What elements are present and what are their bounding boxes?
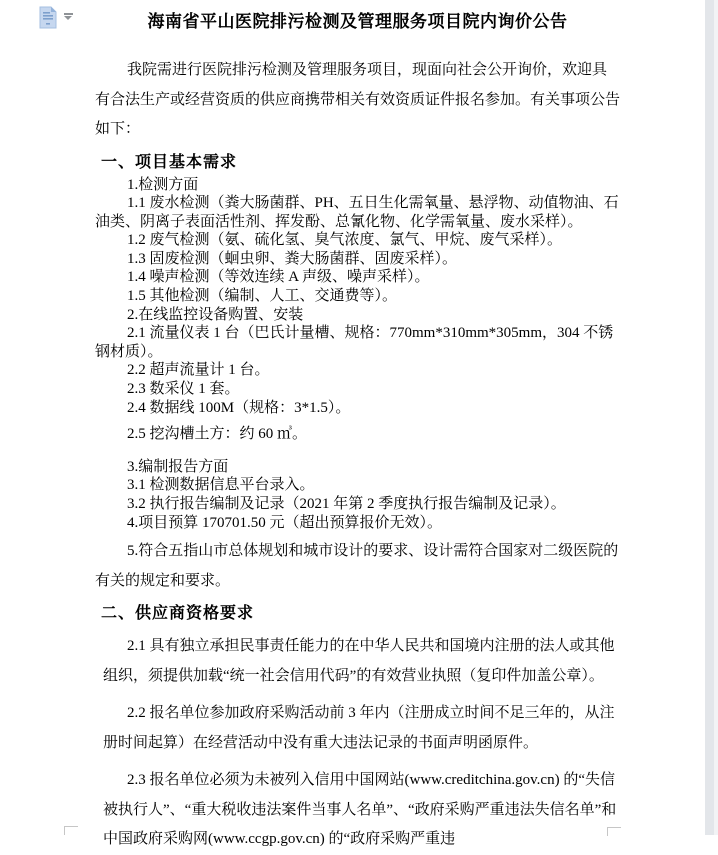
page-title: 海南省平山医院排污检测及管理服务项目院内询价公告 <box>147 12 568 31</box>
list-item: 1.4 噪声检测（等效连续 A 声级、噪声采样）。 <box>127 269 430 286</box>
list-item: 2.3 数采仪 1 套。 <box>127 381 240 398</box>
list-item: 1.3 固废检测（蛔虫卵、粪大肠菌群、固废采样）。 <box>127 250 458 267</box>
list-item: 1.5 其他检测（编制、人工、交通费等）。 <box>127 288 398 305</box>
section-2-paragraph: 2.1 具有独立承担民事责任能力的在中华人民共和国境内注册的法人或其他组织，须提供加载“统一社会信用代码”的有效营业执照（复印件加盖公章）。 <box>103 638 615 684</box>
list-item: 3.2 执行报告编制及记录（2021 年第 2 季度执行报告编制及记录）。 <box>127 496 566 512</box>
list-item: 2.在线监控设备购置、安装 <box>127 306 304 323</box>
section-1-item-5: 5.符合五指山市总体规划和城市设计的要求、设计需符合国家对二级医院的有关的规定和要求。 <box>95 543 619 589</box>
list-item: 1.检测方面 <box>127 176 199 193</box>
list-item: 2.1 流量仪表 1 台（巴氏计量槽、规格：770mm*310mm*305mm，304 不锈钢材质）。 <box>95 325 614 360</box>
paste-options-button[interactable] <box>38 6 80 32</box>
section-1-heading: 一、项目基本需求 <box>101 153 238 171</box>
list-item: 4.项目预算 170701.50 元（超出预算报价无效）。 <box>127 514 443 531</box>
section-2-heading: 二、供应商资格要求 <box>101 605 255 623</box>
list-item: 2.2 超声流量计 1 台。 <box>127 362 270 379</box>
list-item: 1.2 废气检测（氨、硫化氢、臭气浓度、氯气、甲烷、废气采样）。 <box>127 232 563 249</box>
intro-paragraph: 我院需进行医院排污检测及管理服务项目，现面向社会公开询价，欢迎具有合法生产或经营资质的供应商携带相关有效资质证件报名参加。有关事项公告如下： <box>95 62 621 137</box>
list-item: 3.1 检测数据信息平台录入。 <box>127 477 315 494</box>
text-boundary-mark-left <box>64 826 78 835</box>
page-edge-outer <box>714 0 718 835</box>
chevron-down-icon[interactable] <box>64 13 73 20</box>
list-item: 1.1 废水检测（粪大肠菌群、PH、五日生化需氧量、悬浮物、动值物油、石油类、阴离子表面活性剂、挥发酚、总氰化物、化学需氧量、废水采样）。 <box>95 195 619 230</box>
paste-options-icon <box>38 6 58 29</box>
page-edge <box>705 0 714 835</box>
list-item: 2.4 数据线 100M（规格：3*1.5）。 <box>127 399 351 416</box>
list-item: 3.编制报告方面 <box>127 458 229 475</box>
document-page <box>95 0 620 855</box>
section-1-list <box>95 176 620 533</box>
section-2-paragraph: 2.2 报名单位参加政府采购活动前 3 年内（注册成立时间不足三年的，从注册时间起算）在经营活动中没有重大违法记录的书面声明函原件。 <box>103 705 615 751</box>
list-item: 2.5 挖沟槽土方：约 60 ㎥。 <box>127 426 308 443</box>
section-2-paragraph: 2.3 报名单位必须为未被列入信用中国网站(www.creditchina.gov.cn) 的“失信被执行人”、“重大税收违法案件当事人名单”、“政府采购严重违法失信名单”和中国政府采购网(www.ccgp.gov.cn) 的“政府采购严重违 <box>103 772 617 848</box>
